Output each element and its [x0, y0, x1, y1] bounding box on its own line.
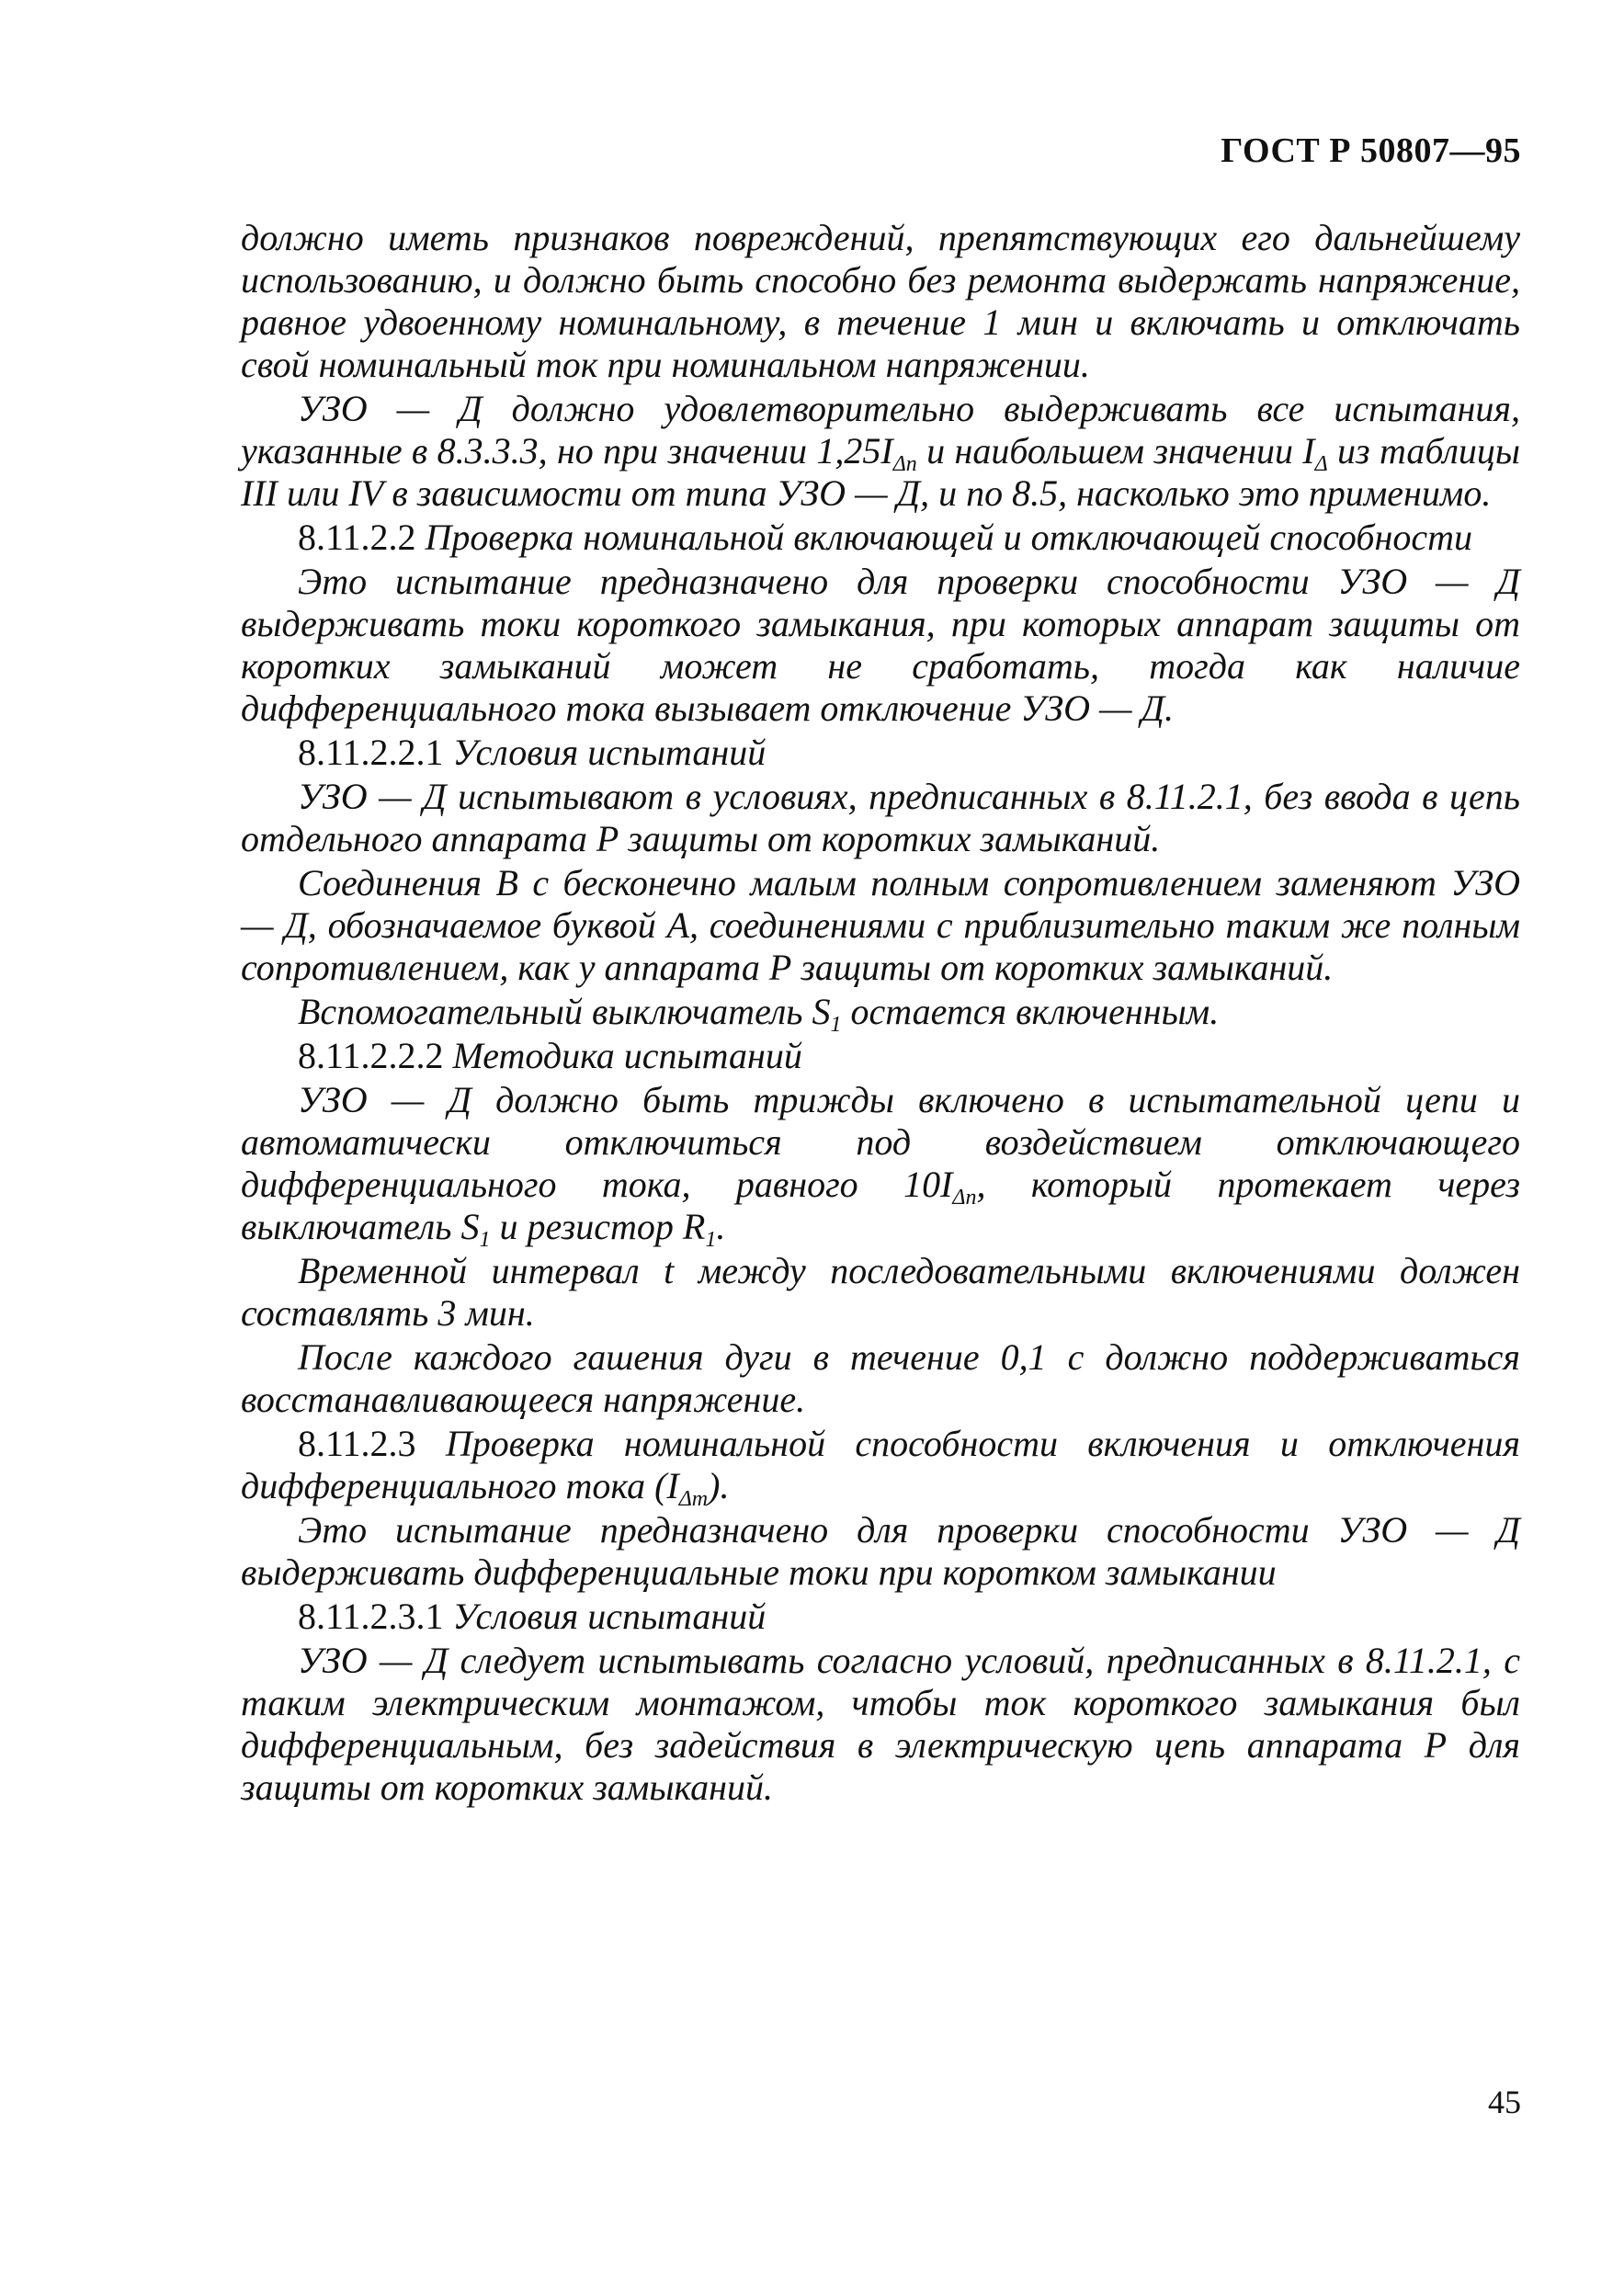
text-run: .	[716, 1206, 726, 1247]
text-run: , который протекает через выключатель S	[241, 1164, 1520, 1247]
section-heading	[241, 1423, 1520, 1511]
section-title: Проверка номинальной способности включения и отключения дифференциального тока (I	[241, 1423, 1520, 1506]
paragraph: УЗО — Д следует испытывать согласно условий, предписанных в 8.11.2.1, с таким электрическим монтажом, чтобы ток короткого замыкания был дифференциальным, без задействия в электрическую цепь аппарата Р для защиты от коротких замыканий.	[241, 1640, 1520, 1808]
paragraph: должно иметь признаков повреждений, препятствующих его дальнейшему использованию, и должно быть способно без ремонта выдержать напряжение, равное удвоенному номинальному, в течение 1 мин и включать и отключать свой номинальный ток при номинальном напряжении.	[241, 217, 1520, 385]
standard-header: ГОСТ Р 50807—95	[1221, 131, 1521, 170]
subscript: 1	[479, 1228, 491, 1252]
subscript: Δn	[892, 452, 917, 476]
page-number: 45	[1488, 2084, 1521, 2120]
section-number: 8.11.2.3.1	[298, 1596, 453, 1637]
section-number: 8.11.2.2.1	[298, 732, 453, 773]
subscript: 1	[705, 1228, 717, 1252]
text-run: УЗО — Д должно удовлетворительно выдерживать все испытания, указанные в 8.3.3.3, но при значении 1,25I	[241, 388, 1520, 471]
section-heading	[241, 517, 1520, 559]
section-title: ).	[708, 1465, 730, 1506]
section-heading	[241, 1596, 1520, 1638]
section-number: 8.11.2.3	[298, 1423, 446, 1464]
text-run: Вспомогательный выключатель S	[298, 991, 831, 1032]
paragraph	[241, 388, 1520, 515]
subscript: Δm	[678, 1487, 709, 1511]
subscript: Δ	[1314, 452, 1328, 476]
section-heading	[241, 732, 1520, 774]
paragraph: Временной интервал t между последовательными включениями должен составлять 3 мин.	[241, 1250, 1520, 1334]
paragraph	[241, 991, 1520, 1037]
subscript: 1	[830, 1013, 842, 1037]
section-heading	[241, 1035, 1520, 1077]
paragraph: После каждого гашения дуги в течение 0,1 с должно поддерживаться восстанавливающееся напряжение.	[241, 1336, 1520, 1420]
section-number: 8.11.2.2.2	[298, 1035, 453, 1076]
section-title: Условия испытаний	[452, 1596, 767, 1637]
paragraph: УЗО — Д испытывают в условиях, предписанных в 8.11.2.1, без ввода в цепь отдельного аппарата Р защиты от коротких замыканий.	[241, 776, 1520, 859]
text-run: остается включенным.	[841, 991, 1220, 1032]
text-run: из таблицы III или IV в зависимости от типа УЗО — Д, и по 8.5, насколько это применимо.	[241, 430, 1521, 514]
paragraph: Это испытание предназначено для проверки способности УЗО — Д выдерживать токи короткого замыкания, при которых аппарат защиты от коротких замыканий может не сработать, тогда как наличие дифференциального тока вызывает отключение УЗО — Д.	[241, 561, 1520, 729]
text-run: и наибольшем значении I	[916, 430, 1315, 471]
text-run: УЗО — Д должно быть трижды включено в испытательной цепи и автоматически отключиться под воздействием отключающего дифференциального тока, равного 10I	[241, 1079, 1520, 1205]
subscript: Δn	[952, 1186, 977, 1210]
paragraph	[241, 1079, 1520, 1252]
text-run: и резистор R	[490, 1206, 706, 1247]
section-title: Условия испытаний	[452, 732, 767, 773]
paragraph: Это испытание предназначено для проверки способности УЗО — Д выдерживать дифференциальные токи при коротком замыкании	[241, 1509, 1520, 1593]
section-title: Методика испытаний	[452, 1035, 802, 1076]
paragraph: Соединения В с бесконечно малым полным сопротивлением заменяют УЗО — Д, обозначаемое буквой А, соединениями с приблизительно таким же полным сопротивлением, как у аппарата Р защиты от коротких замыканий.	[241, 862, 1520, 988]
document-body	[241, 217, 1520, 1811]
section-number: 8.11.2.2	[298, 517, 426, 558]
section-title: Проверка номинальной включающей и отключающей способности	[425, 517, 1472, 558]
